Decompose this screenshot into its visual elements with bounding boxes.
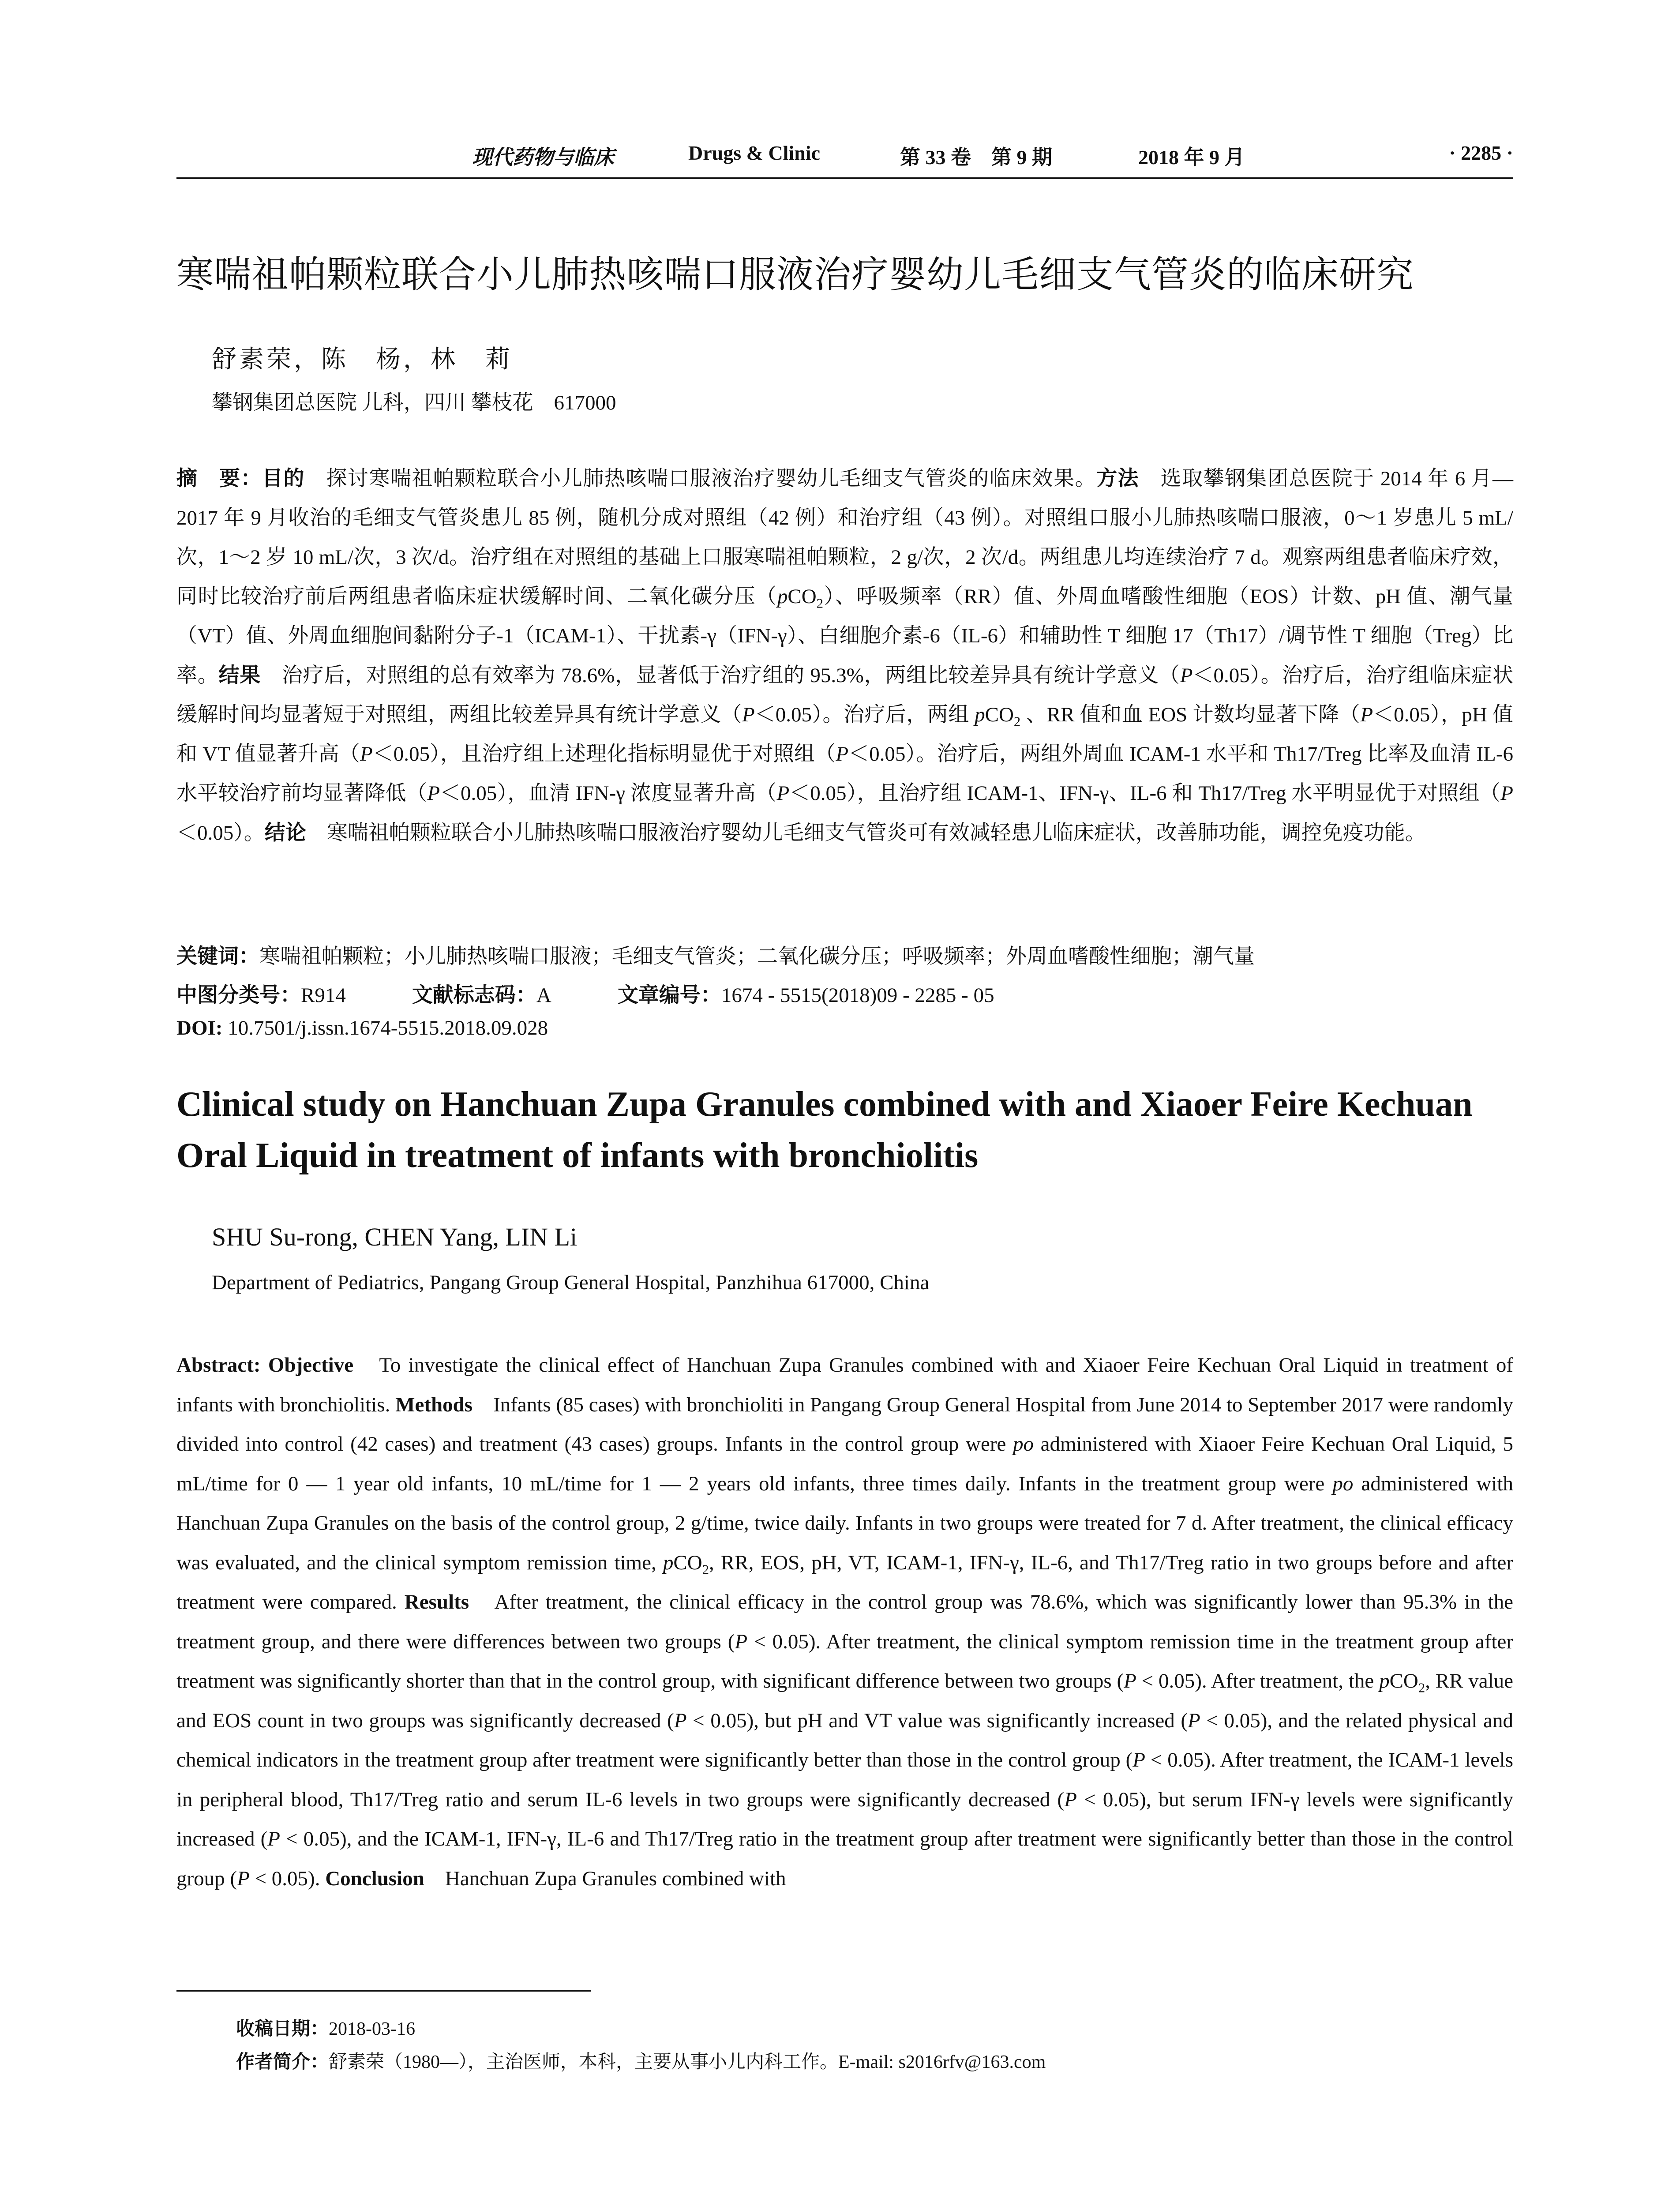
- english-abstract: [176, 1346, 1513, 1898]
- results-label-en: Results: [404, 1591, 469, 1613]
- p-symbol: P: [1360, 703, 1373, 726]
- p-symbol: P: [1188, 1709, 1200, 1732]
- journal-name-en: Drugs & Clinic: [688, 142, 820, 164]
- keywords-line: [176, 940, 1255, 969]
- chinese-authors: 舒素荣，陈 杨，林 莉: [212, 346, 513, 373]
- results-text-en-5: < 0.05), and the related physical and chemical indicators in the treatment group after treatment were significantly better than those in the control group (: [176, 1709, 1513, 1771]
- conclusion-text-en: Hanchuan Zupa Granules combined with: [424, 1867, 786, 1890]
- p-symbol: P: [267, 1827, 280, 1850]
- po-term: po: [1013, 1433, 1034, 1456]
- methods-text-en: Infants (85 cases) with bronchioliti in Pangang Group General Hospital from June 2014 to September 2017 were randomly divided into control (42 cases) and treatment (43 cases) groups. Infants in the control group were: [176, 1393, 1513, 1456]
- p-symbol: P: [836, 743, 849, 765]
- objective-label-cn: 目的: [262, 466, 305, 491]
- keywords-text: 寒喘祖帕颗粒；小儿肺热咳喘口服液；毛细支气管炎；二氧化碳分压；呼吸频率；外周血嗜酸性细胞；潮气量: [259, 945, 1255, 968]
- results-text-cn-p2: ＜0.05）。治疗后，两组: [754, 703, 975, 726]
- p-symbol: P: [1124, 1670, 1136, 1692]
- pco2-p: p: [777, 585, 788, 608]
- english-affiliation: Department of Pediatrics, Pangang Group General Hospital, Panzhihua 617000, China: [212, 1271, 930, 1294]
- p-symbol: P: [1132, 1748, 1145, 1771]
- pco2-sub: 2: [816, 596, 823, 611]
- author-bio-label: 作者简介：: [236, 2051, 329, 2072]
- article-value: 1674 - 5515(2018)09 - 2285 - 05: [721, 984, 994, 1007]
- methods-text-en-2: administered with Xiaoer Feire Kechuan Oral Liquid, 5 mL/time for 0 — 1 year old infants, 10 mL/time for 1 — 2 years old infants, three times daily. Infants in the treatment group were: [176, 1433, 1513, 1495]
- pco2-co: CO: [788, 585, 817, 608]
- results-text-cn: 治疗后，对照组的总有效率为 78.6%，显著低于治疗组的 95.3%，两组比较差异具有统计学意义（: [261, 664, 1180, 687]
- conclusion-label-en: Conclusion: [325, 1867, 424, 1890]
- pco2-sub: 2: [1013, 714, 1021, 729]
- methods-label-en: Methods: [395, 1393, 473, 1416]
- pco2-co: CO: [1389, 1670, 1418, 1692]
- chinese-title: 寒喘祖帕颗粒联合小儿肺热咳喘口服液治疗婴幼儿毛细支气管炎的临床研究: [176, 253, 1414, 296]
- p-symbol: P: [1064, 1788, 1077, 1811]
- po-term: po: [1332, 1472, 1354, 1495]
- results-text-en-9: < 0.05).: [249, 1867, 326, 1890]
- pco2-co: CO: [985, 703, 1014, 726]
- header-rule: [176, 177, 1513, 179]
- footnote-author: [236, 2047, 1046, 2074]
- results-text-cn-4: ＜0.05），且治疗组上述理化指标明显优于对照组（: [372, 743, 836, 765]
- doccode-value: A: [536, 984, 551, 1007]
- p-symbol: P: [427, 782, 440, 805]
- clc-value: R914: [301, 984, 346, 1007]
- p-symbol: P: [237, 1867, 250, 1890]
- p-symbol: P: [742, 703, 755, 726]
- methods-label-cn: 方法: [1096, 466, 1140, 491]
- methods-text-cn-2: ）、呼吸频率（RR）值、外周血嗜酸性细胞（EOS）计数、pH 值、潮气量（VT）值、外周血细胞间黏附分子-1（ICAM-1）、干扰素-γ（IFN-γ）、白细胞介素-6（IL-6）和辅助性 T 细胞 17（Th17）/调节性 T 细胞（Treg）比率。: [176, 585, 1513, 687]
- pco2-p: p: [663, 1551, 674, 1574]
- received-date: 2018-03-16: [329, 2019, 415, 2039]
- classification-line: [176, 979, 994, 1008]
- english-authors: SHU Su-rong, CHEN Yang, LIN Li: [212, 1223, 578, 1251]
- results-text-en-p1: < 0.05). After treatment, the clinical symptom remission time in the treatment group after treatment was significantly shorter than that in the control group, with significant difference between two groups (: [176, 1630, 1513, 1692]
- results-text-cn-2: 、RR 值和血 EOS 计数均显著下降（: [1020, 703, 1361, 726]
- results-text-cn-3: ＜0.05），pH 值和 VT 值显著升高（: [176, 703, 1513, 765]
- pco2-p: p: [1379, 1670, 1390, 1692]
- methods-text-en-4: , RR, EOS, pH, VT, ICAM-1, IFN-γ, IL-6, and Th17/Treg ratio in two groups before and after treatment were compared.: [176, 1551, 1513, 1613]
- chinese-affiliation: 攀钢集团总医院 儿科，四川 攀枝花 617000: [212, 391, 616, 414]
- doi-line: [176, 1016, 548, 1040]
- results-text-en-2: < 0.05). After treatment, the: [1136, 1670, 1380, 1692]
- p-symbol: P: [776, 782, 790, 805]
- results-text-cn-7: ＜0.05），且治疗组 ICAM-1、IFN-γ、IL-6 和 Th17/Treg 水平明显优于对照组（: [789, 782, 1501, 805]
- chinese-abstract: [176, 459, 1513, 853]
- p-symbol: P: [735, 1630, 748, 1653]
- results-text-cn-p1: ＜0.05）。治疗后，治疗组临床症状缓解时间均显著短于对照组，两组比较差异具有统计学意义（: [176, 664, 1513, 726]
- results-text-cn-6: ＜0.05），血清 IFN-γ 浓度显著升高（: [440, 782, 777, 805]
- journal-name-cn: 现代药物与临床: [472, 146, 614, 169]
- results-text-en-4: < 0.05), but pH and VT value was significantly increased (: [686, 1709, 1188, 1732]
- results-text-en-6: < 0.05). After treatment, the ICAM-1 levels in peripheral blood, Th17/Treg ratio and serum IL-6 levels in two groups were significantly decreased (: [176, 1748, 1513, 1811]
- doi-label: DOI:: [176, 1017, 223, 1039]
- conclusion-label-cn: 结论: [264, 821, 306, 845]
- page-number: · 2285 ·: [1449, 142, 1513, 164]
- results-text-en-8: < 0.05), and the ICAM-1, IFN-γ, IL-6 and Th17/Treg ratio in the treatment group after treatment were significantly better than those in the control group (: [176, 1827, 1513, 1890]
- p-symbol: P: [1500, 782, 1514, 805]
- running-header: [176, 141, 1513, 172]
- doi-link[interactable]: 10.7501/j.issn.1674-5515.2018.09.028: [222, 1017, 548, 1039]
- results-text-cn-8: ＜0.05）。: [176, 822, 265, 844]
- abstract-label-en: Abstract: Objective: [176, 1354, 354, 1377]
- author-bio-text: 舒素荣（1980—），主治医师，本科，主要从事小儿内科工作。E-mail: s2016rfv@163.com: [329, 2052, 1046, 2072]
- pco2-p: p: [975, 703, 985, 726]
- results-text-en-7: < 0.05), but serum IFN-γ levels were significantly increased (: [176, 1788, 1513, 1850]
- objective-text-en: To investigate the clinical effect of Hanchuan Zupa Granules combined with and Xiaoer Feire Kechuan Oral Liquid in treatment of infants with bronchiolitis.: [176, 1354, 1513, 1416]
- volume-issue: 第 33 卷 第 9 期: [900, 146, 1052, 169]
- conclusion-text-cn: 寒喘祖帕颗粒联合小儿肺热咳喘口服液治疗婴幼儿毛细支气管炎可有效减轻患儿临床症状，改善肺功能，调控免疫功能。: [306, 822, 1426, 844]
- methods-text-en-3: administered with Hanchuan Zupa Granules on the basis of the control group, 2 g/time, twice daily. Infants in two groups were treated for 7 d. After treatment, the clinical efficacy was evaluated, and the clinical symptom remission time,: [176, 1472, 1513, 1574]
- clc-label: 中图分类号：: [176, 983, 301, 1007]
- footnote-rule: [176, 1990, 591, 1992]
- p-symbol: P: [360, 743, 373, 765]
- received-label: 收稿日期：: [236, 2018, 329, 2039]
- english-title: Clinical study on Hanchuan Zupa Granules combined with and Xiaoer Feire Kechuan Oral Liquid in treatment of infants with bronchiolitis: [176, 1085, 1473, 1175]
- footnote-received: [236, 2014, 415, 2041]
- objective-text-cn: 探讨寒喘祖帕颗粒联合小儿肺热咳喘口服液治疗婴幼儿毛细支气管炎的临床效果。: [304, 467, 1097, 490]
- results-text-en-3: , RR value and EOS count in two groups was significantly decreased (: [176, 1670, 1513, 1732]
- keywords-label: 关键词：: [176, 944, 259, 968]
- article-label: 文章编号：: [617, 983, 721, 1007]
- abstract-label-cn: 摘 要：: [176, 466, 262, 491]
- methods-text-cn: 选取攀钢集团总医院于 2014 年 6 月—2017 年 9 月收治的毛细支气管炎患儿 85 例，随机分成对照组（42 例）和治疗组（43 例）。对照组口服小儿肺热咳喘口服液，0～1 岁患儿 5 mL/次，1～2 岁 10 mL/次，3 次/d。治疗组在对照组的基础上口服寒喘祖帕颗粒，2 g/次，2 次/d。两组患儿均连续治疗 7 d。观察两组患者临床疗效，同时比较治疗前后两组患者临床症状缓解时间、二氧化碳分压（: [176, 467, 1514, 608]
- results-label-cn: 结果: [218, 663, 261, 687]
- pco2-co: CO: [673, 1551, 702, 1574]
- results-text-en: After treatment, the clinical efficacy in the control group was 78.6%, which was significantly lower than 95.3% in the treatment group, and there were differences between two groups (: [176, 1591, 1513, 1653]
- pco2-sub: 2: [702, 1561, 709, 1577]
- pco2-sub: 2: [1418, 1680, 1425, 1696]
- results-text-cn-5: ＜0.05）。治疗后，两组外周血 ICAM-1 水平和 Th17/Treg 比率及血清 IL-6 水平较治疗前均显著降低（: [176, 743, 1513, 805]
- p-symbol: P: [1180, 664, 1193, 687]
- p-symbol: P: [674, 1709, 687, 1732]
- issue-date: 2018 年 9 月: [1138, 146, 1245, 169]
- doccode-label: 文献标志码：: [412, 983, 536, 1007]
